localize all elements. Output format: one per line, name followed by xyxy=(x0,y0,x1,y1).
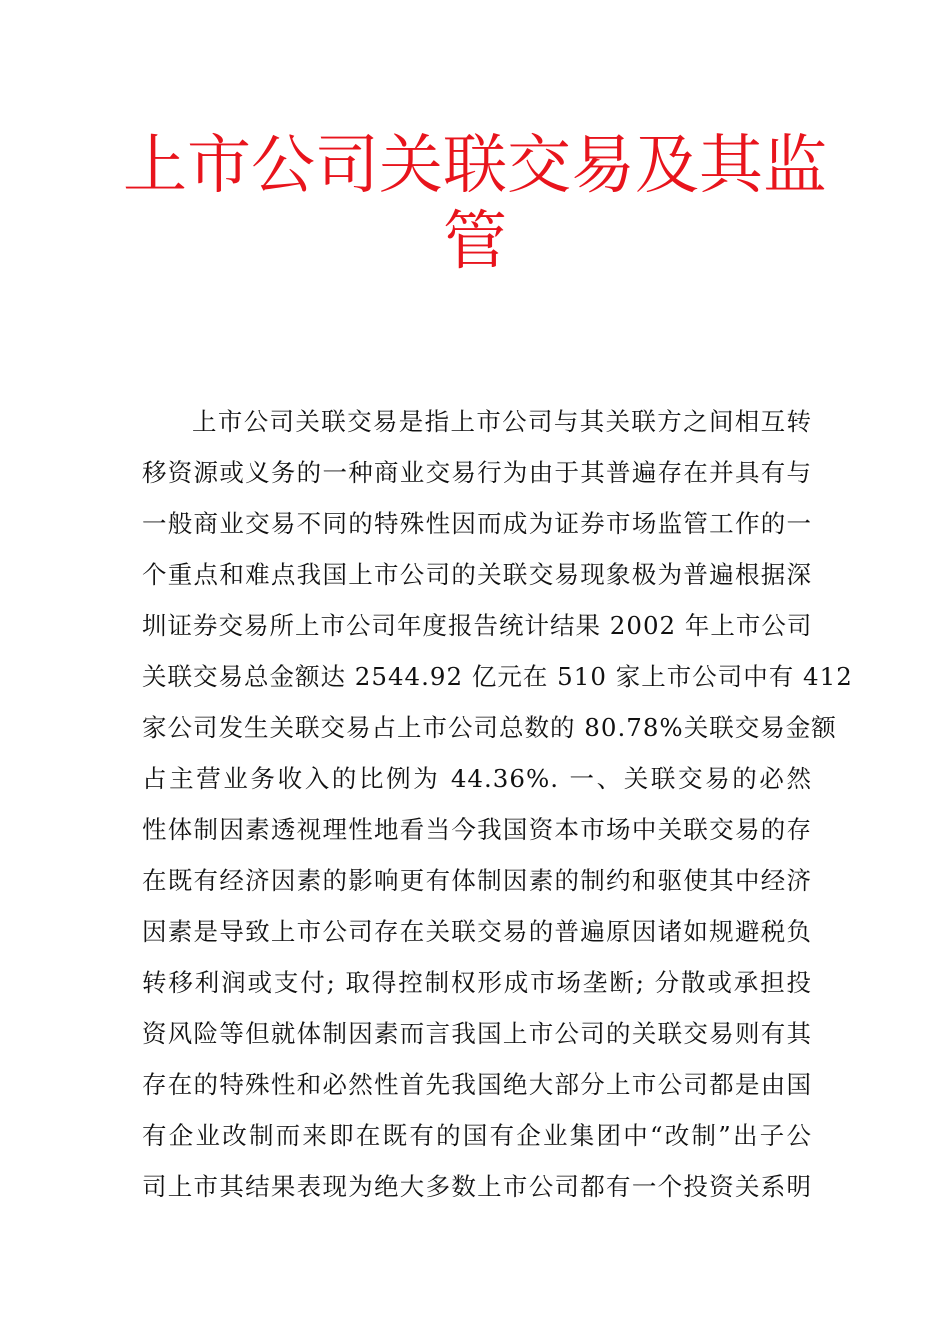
body-line: 司上市其结果表现为绝大多数上市公司都有一个投资关系明 xyxy=(142,1172,812,1201)
body-line: 个重点和难点我国上市公司的关联交易现象极为普遍根据深 xyxy=(142,560,812,589)
body-line: 家公司发生关联交易占上市公司总数的 80.78%关联交易金额 xyxy=(142,713,837,742)
document-title-line-1: 上市公司关联交易及其监 xyxy=(123,129,827,203)
body-line: 存在的特殊性和必然性首先我国绝大部分上市公司都是由国 xyxy=(142,1070,812,1099)
body-line: 在既有经济因素的影响更有体制因素的制约和驱使其中经济 xyxy=(142,866,812,895)
body-line: 性体制因素透视理性地看当今我国资本市场中关联交易的存 xyxy=(142,815,812,844)
body-line: 因素是导致上市公司存在关联交易的普遍原因诸如规避税负 xyxy=(142,917,812,946)
document-body xyxy=(142,396,853,1212)
body-line: 有企业改制而来即在既有的国有企业集团中“改制”出子公 xyxy=(142,1121,812,1150)
body-line: 上市公司关联交易是指上市公司与其关联方之间相互转 xyxy=(192,407,812,436)
body-line: 一般商业交易不同的特殊性因而成为证券市场监管工作的一 xyxy=(142,509,812,538)
body-line: 资风险等但就体制因素而言我国上市公司的关联交易则有其 xyxy=(142,1019,812,1048)
body-line: 占主营业务收入的比例为 44.36%. 一、关联交易的必然 xyxy=(142,764,812,793)
body-line: 移资源或义务的一种商业交易行为由于其普遍存在并具有与 xyxy=(142,458,812,487)
body-line: 转移利润或支付; 取得控制权形成市场垄断; 分散或承担投 xyxy=(142,968,812,997)
body-line: 关联交易总金额达 2544.92 亿元在 510 家上市公司中有 412 xyxy=(142,662,853,691)
body-line: 圳证券交易所上市公司年度报告统计结果 2002 年上市公司 xyxy=(142,611,813,640)
document-title-line-2: 管 xyxy=(443,205,507,279)
